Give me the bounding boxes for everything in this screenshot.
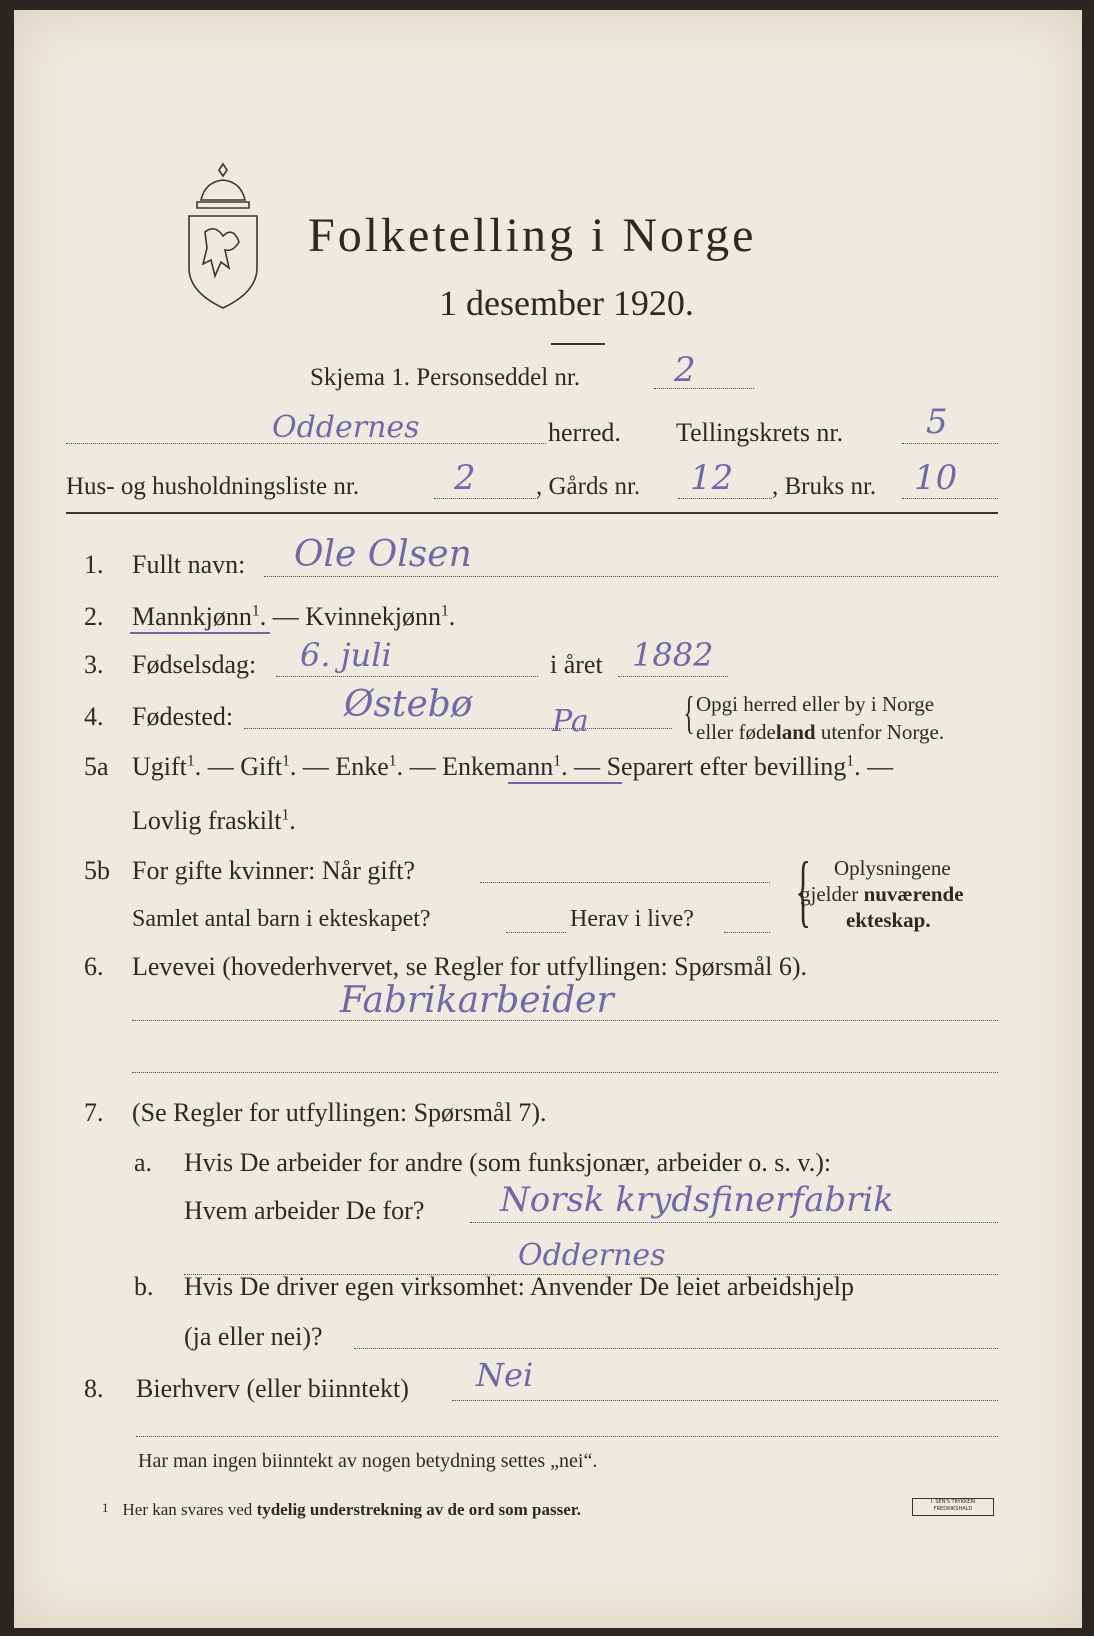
q7a-letter: a. — [134, 1148, 153, 1177]
q3-aaret-line — [618, 676, 728, 677]
q2-mann[interactable]: Mannkjønn — [132, 602, 252, 631]
q3-label: Fødselsdag: — [132, 650, 257, 679]
footnote: $^1$ Her kan svares ved tydelig understrekning av de ord som passer. — [102, 1500, 582, 1519]
gards-value[interactable]: 12 — [690, 458, 734, 498]
gards-line — [678, 498, 772, 499]
bruks-line — [902, 498, 998, 499]
q4-line — [244, 728, 672, 729]
hus-label: Hus- og husholdningsliste nr. — [66, 473, 360, 500]
coat-of-arms-icon — [179, 160, 267, 312]
q7b-line — [354, 1348, 998, 1349]
q4-note-1: Opgi herred eller by i Norge — [696, 692, 935, 716]
q7a-question: Hvem arbeider De for? — [184, 1196, 425, 1225]
hus-line — [434, 498, 538, 499]
q8-line — [452, 1400, 998, 1401]
q4-brace: { — [683, 687, 695, 738]
gards-label: , Gårds nr. — [536, 473, 641, 500]
q7b-text: Hvis De driver egen virksomhet: Anvender De leiet arbeidshjelp — [184, 1272, 855, 1301]
q5b-number: 5b — [84, 856, 110, 885]
q5b-label-2: Samlet antal barn i ekteskapet? — [132, 906, 431, 932]
q5b-note-2: gjelder nuværende — [800, 882, 964, 906]
q5b-herav: Herav i live? — [570, 906, 694, 932]
q8-number: 8. — [84, 1374, 104, 1403]
bruks-label: , Bruks nr. — [772, 473, 877, 500]
q6-value[interactable]: Fabrikarbeider — [340, 980, 614, 1021]
personseddel-line — [654, 388, 754, 389]
q5a-enkemann[interactable]: Enkemann — [442, 752, 554, 781]
tellingskrets-line — [902, 443, 998, 444]
q7a-value[interactable]: Norsk krydsfinerfabrik — [500, 1180, 894, 1220]
printer-stamp: I. SEN'S TRYKKERI FREDRIKSHALD — [912, 1498, 994, 1516]
q5b-note-3: ekteskap. — [846, 908, 931, 932]
q1-number: 1. — [84, 550, 104, 579]
q2-mann-underline — [130, 632, 270, 634]
herred-value[interactable]: Oddernes — [272, 410, 420, 445]
tellingskrets-value[interactable]: 5 — [926, 402, 948, 442]
q5a-options: Ugift$^1$. — Gift$^1$. — Enke$^1$. — Enkemann$^1$. — Separert efter bevilling$^1$. — — [132, 752, 894, 781]
q2-kvinne[interactable]: Kvinnekjønn — [305, 602, 441, 631]
skjema-label: Skjema 1. Personseddel nr. — [310, 364, 581, 391]
q5a-ugift[interactable]: Ugift — [132, 752, 187, 781]
q7a-line — [470, 1222, 998, 1223]
q6-number: 6. — [84, 952, 104, 981]
q7-label: (Se Regler for utfyllingen: Spørsmål 7). — [132, 1098, 547, 1127]
q5a-number: 5a — [84, 752, 109, 781]
q5a-enkemann-underline — [508, 782, 622, 784]
bruks-value[interactable]: 10 — [914, 458, 958, 498]
q5b-herav-line — [724, 932, 770, 933]
q3-aaret-label: i året — [550, 650, 603, 679]
tellingskrets-label: Tellingskrets nr. — [676, 418, 844, 447]
q5a-separert[interactable]: Separert efter bevilling — [606, 752, 847, 781]
herred-label: herred. — [548, 418, 621, 447]
q6-label: Levevei (hovederhvervet, se Regler for utfyllingen: Spørsmål 6). — [132, 952, 808, 981]
q3-line — [276, 676, 538, 677]
q2-dash: . — — [259, 602, 306, 631]
q8-label: Bierhverv (eller biinntekt) — [136, 1374, 409, 1403]
title-divider — [551, 343, 605, 345]
q2-options: Mannkjønn$^1$. — Kvinnekjønn$^1$. — [132, 602, 456, 631]
q7b-question: (ja eller nei)? — [184, 1322, 323, 1351]
q7a-text: Hvis De arbeider for andre (som funksjonær, arbeider o. s. v.): — [184, 1148, 832, 1177]
hus-value[interactable]: 2 — [454, 458, 476, 498]
q5a-lovlig-option[interactable]: Lovlig fraskilt — [132, 806, 282, 835]
q5b-note-1: Oplysningene — [834, 856, 951, 880]
q3-value[interactable]: 6. juli — [300, 636, 392, 674]
footer-note: Har man ingen biinntekt av nogen betydning settes „nei“. — [138, 1450, 598, 1472]
q5a-gift[interactable]: Gift — [240, 752, 283, 781]
q5b-gift-line — [480, 882, 770, 883]
q2-number: 2. — [84, 602, 104, 631]
form-date: 1 desember 1920. — [439, 283, 694, 323]
header-divider — [66, 512, 998, 514]
q4-number: 4. — [84, 702, 104, 731]
q1-label: Fullt navn: — [132, 550, 246, 579]
q7-number: 7. — [84, 1098, 104, 1127]
footer-divider — [136, 1436, 998, 1437]
q1-line — [264, 576, 998, 577]
q7b-letter: b. — [134, 1272, 154, 1301]
census-form — [14, 10, 1082, 1628]
personseddel-value[interactable]: 2 — [674, 350, 696, 390]
q4-note-2: eller fødeland utenfor Norge. — [696, 720, 945, 744]
q3-aaret-value[interactable]: 1882 — [632, 636, 714, 674]
q4-value-2[interactable]: Pa — [552, 704, 589, 739]
q4-value[interactable]: Østebø — [344, 684, 473, 725]
q5b-brace: { — [795, 847, 811, 935]
q3-number: 3. — [84, 650, 104, 679]
q5a-lovlig: Lovlig fraskilt$^1$. — [132, 806, 296, 835]
q1-value[interactable]: Ole Olsen — [294, 534, 472, 575]
q8-value[interactable]: Nei — [476, 1356, 534, 1394]
form-title: Folketelling i Norge — [308, 209, 757, 262]
q5a-enke[interactable]: Enke — [335, 752, 389, 781]
q7a-value-2[interactable]: Oddernes — [518, 1238, 666, 1273]
q5b-barn-line — [506, 932, 566, 933]
q4-label: Fødested: — [132, 702, 234, 731]
q5b-label-1: For gifte kvinner: Når gift? — [132, 856, 416, 885]
q6-line-2 — [132, 1072, 998, 1073]
